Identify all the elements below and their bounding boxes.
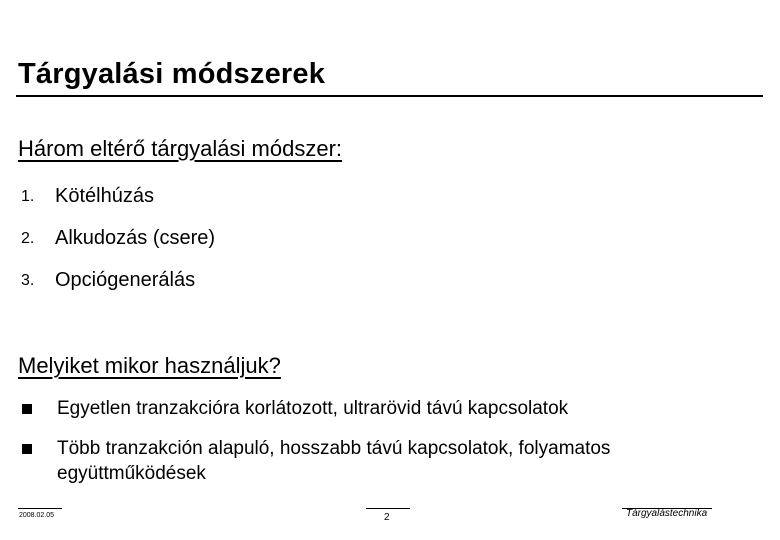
square-bullet-icon	[22, 404, 32, 414]
title-divider	[16, 95, 763, 97]
section-heading-usage: Melyiket mikor használjuk?	[18, 353, 281, 378]
footer-divider	[366, 508, 410, 509]
square-bullet-icon	[22, 444, 32, 454]
footer-date: 2008.02.05	[19, 512, 55, 519]
item-number: 1.	[21, 188, 35, 205]
slide-title: Tárgyalási módszerek	[18, 58, 326, 90]
footer-course-name: Tárgyalástechnika	[626, 508, 708, 519]
bullet-text: Több tranzakción alapuló, hosszabb távú kapcsolatok, folyamatos együttműködések	[57, 438, 611, 484]
page-number: 2	[384, 512, 390, 523]
bullet-text: Egyetlen tranzakcióra korlátozott, ultrarövid távú kapcsolatok	[57, 398, 569, 419]
item-number: 3.	[21, 272, 35, 289]
footer-divider	[18, 508, 62, 509]
item-text: Opciógenerálás	[55, 269, 196, 291]
section-heading-methods: Három eltérő tárgyalási módszer:	[18, 136, 343, 161]
item-number: 2.	[21, 230, 35, 247]
item-text: Kötélhúzás	[55, 185, 154, 207]
item-text: Alkudozás (csere)	[55, 227, 216, 249]
